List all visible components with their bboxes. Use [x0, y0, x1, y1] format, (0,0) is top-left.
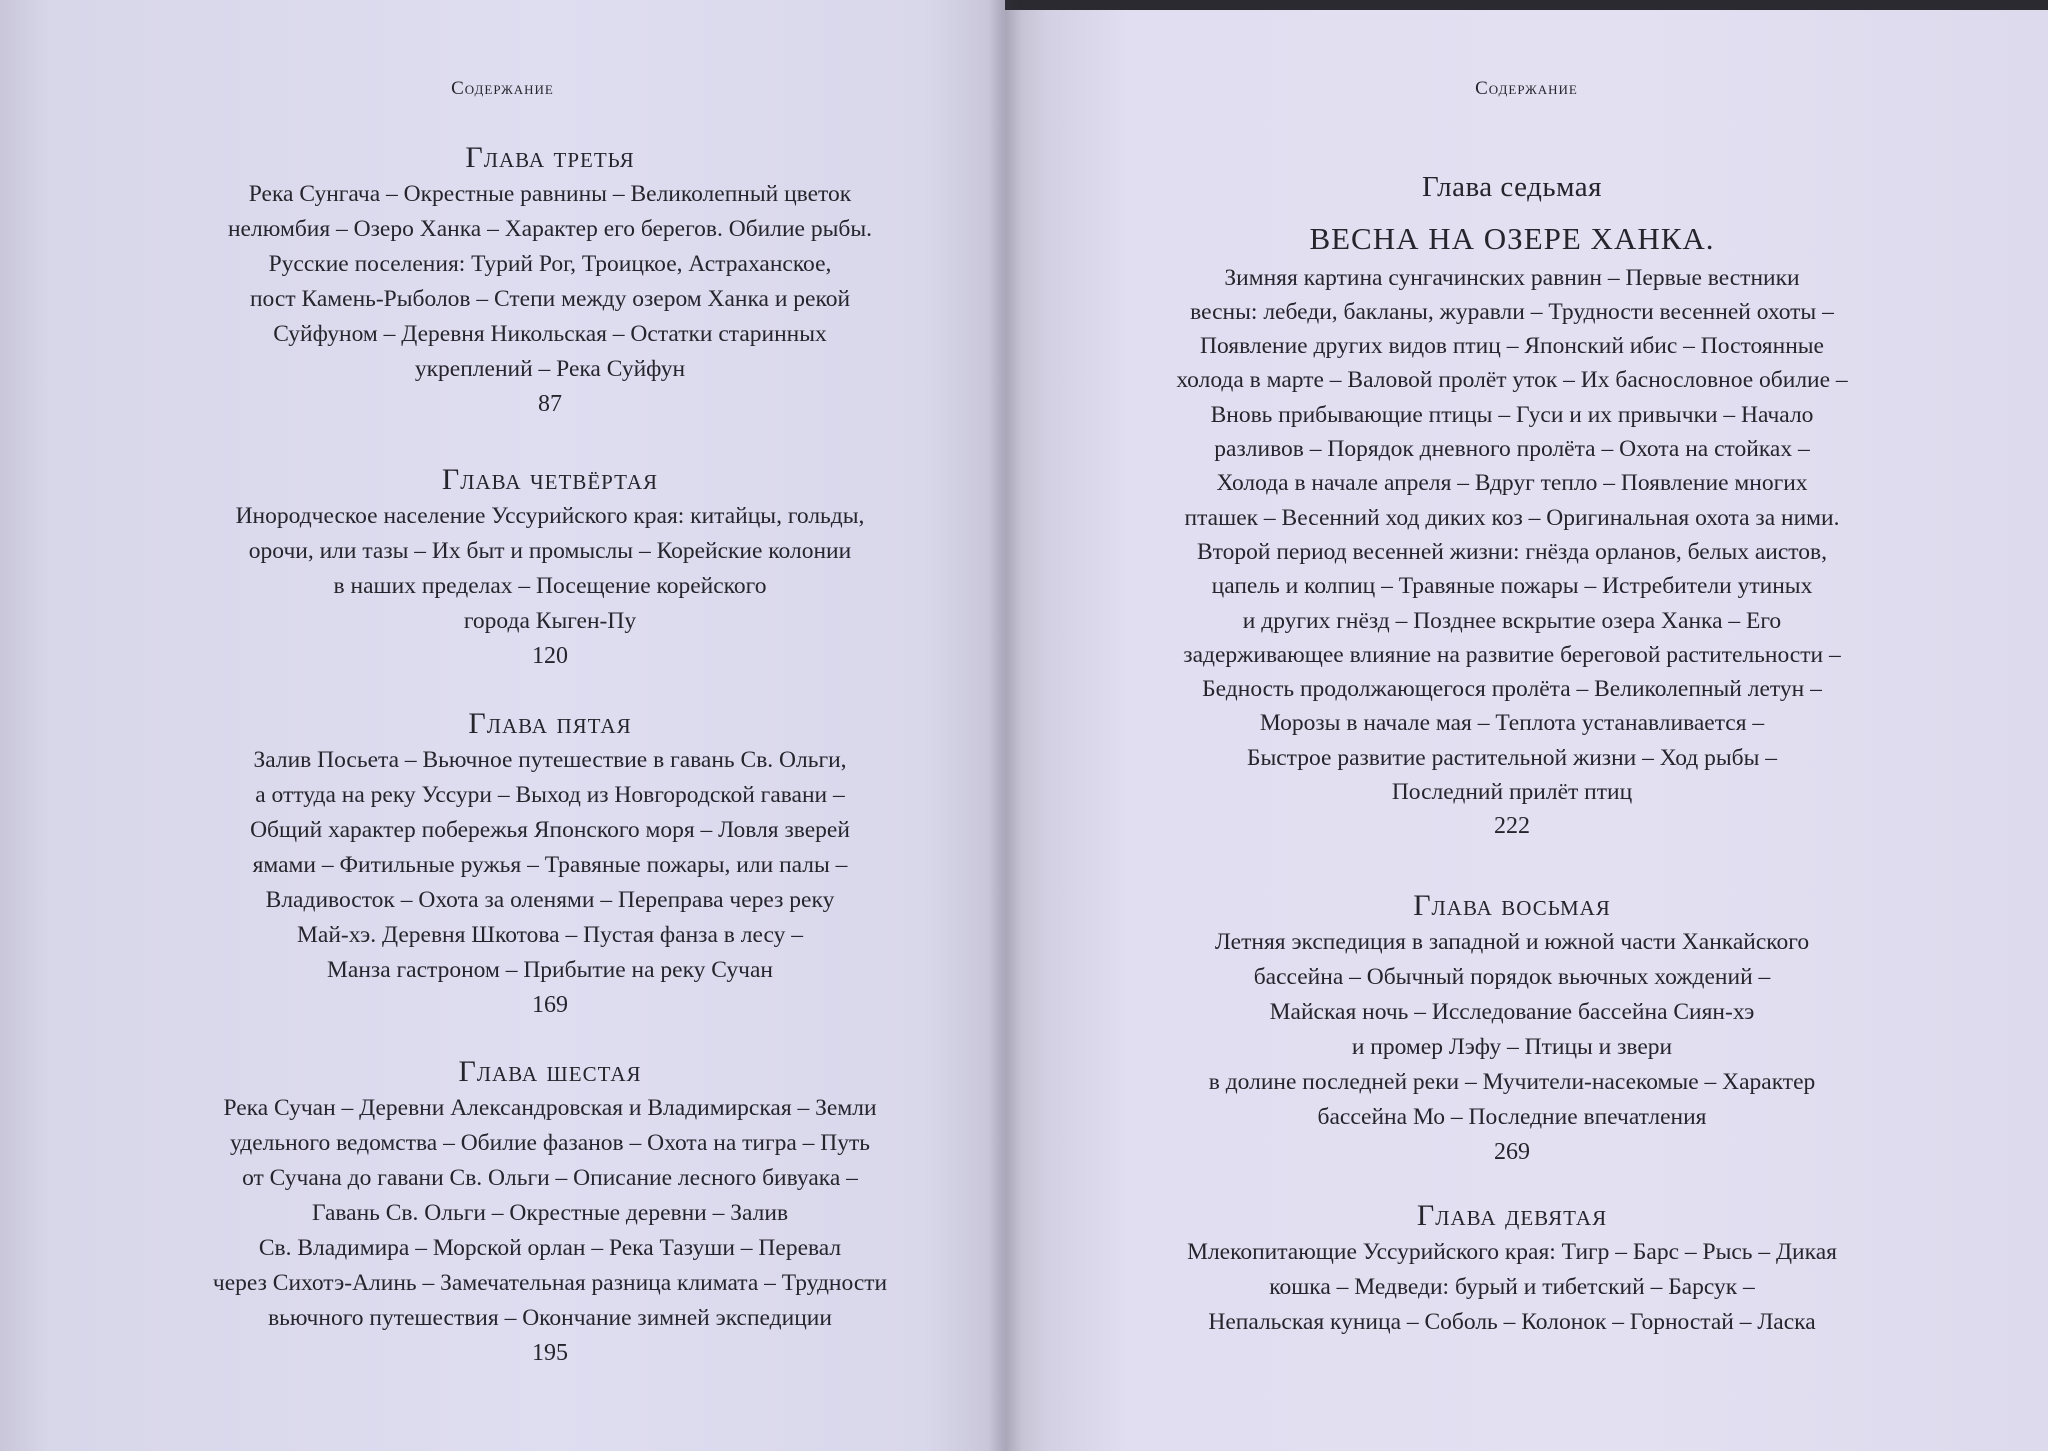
page-number: 195	[532, 1340, 568, 1366]
chapter-title: Глава шестая	[458, 1055, 642, 1088]
chapter-title: Глава пятая	[468, 707, 632, 740]
page-number: 269	[1494, 1139, 1530, 1165]
page-number: 120	[532, 643, 568, 669]
chapter-summary-line: пост Камень-Рыболов – Степи между озером Ханка и рекой	[249, 286, 851, 312]
chapter-summary-line: Майская ночь – Исследование бассейна Сиян-хэ	[1269, 999, 1755, 1025]
chapter-summary-line: Владивосток – Охота за оленями – Переправа через реку	[265, 887, 835, 913]
chapter-summary-line: разливов – Порядок дневного пролёта – Охота на стойках –	[1214, 436, 1810, 463]
chapter-summary-line: ямами – Фитильные ружья – Травяные пожары, или палы –	[252, 852, 848, 878]
book-edge	[1005, 0, 2048, 10]
chapter-summary-line: Русские поселения: Турий Рог, Троицкое, Астраханское,	[268, 251, 832, 277]
toc-entry-chapter-7	[1112, 170, 1912, 844]
chapter-title: Глава третья	[465, 141, 635, 174]
chapter-summary-line: Зимняя картина сунгачинских равнин – Первые вестники	[1224, 264, 1800, 291]
chapter-summary-line: в наших пределах – Посещение корейского	[333, 573, 767, 599]
toc-entry-chapter-3	[150, 140, 950, 422]
chapter-summary-line: Непальская куница – Соболь – Колонок – Горностай – Ласка	[1208, 1309, 1816, 1335]
chapter-summary-line: Май-хэ. Деревня Шкотова – Пустая фанза в лесу –	[297, 922, 803, 948]
chapter-summary-line: Быстрое развитие растительной жизни – Ход рыбы –	[1246, 744, 1778, 771]
chapter-summary-line: от Сучана до гавани Св. Ольги – Описание лесного бивуака –	[242, 1165, 858, 1191]
page-number: 87	[538, 391, 562, 417]
chapter-summary-line: весны: лебеди, бакланы, журавли – Трудности весенней охоты –	[1190, 298, 1834, 325]
chapter-summary-line: бассейна – Обычный порядок вьючных хождений –	[1253, 964, 1771, 990]
chapter-summary-line: Река Сучан – Деревни Александровская и Владимирская – Земли	[223, 1095, 877, 1121]
chapter-summary-line: города Кыген-Пу	[463, 608, 637, 634]
toc-entry-chapter-8	[1112, 888, 1912, 1170]
chapter-summary-line: холода в марте – Валовой пролёт уток – Их баснословное обилие –	[1176, 367, 1848, 394]
chapter-summary-line: удельного ведомства – Обилие фазанов – Охота на тигра – Путь	[229, 1130, 871, 1156]
chapter-summary-line: Появление других видов птиц – Японский ибис – Постоянные	[1200, 333, 1824, 360]
chapter-title: Глава четвёртая	[441, 463, 659, 496]
chapter-summary-line: Последний прилёт птиц	[1391, 779, 1633, 806]
chapter-summary-line: Гавань Св. Ольги – Окрестные деревни – Залив	[311, 1200, 789, 1226]
chapter-summary-line: Бедность продолжающегося пролёта – Великолепный летун –	[1202, 676, 1822, 703]
chapter-summary-line: Вновь прибывающие птицы – Гуси и их привычки – Начало	[1210, 401, 1814, 428]
chapter-summary-line: Общий характер побережья Японского моря – Ловля зверей	[250, 817, 850, 843]
chapter-summary-line: Манза гастроном – Прибытие на реку Сучан	[327, 957, 773, 983]
page-number: 222	[1494, 813, 1530, 840]
chapter-summary-line: Инородческое население Уссурийского края: китайцы, гольды,	[235, 503, 865, 529]
chapter-summary-line: Св. Владимира – Морской орлан – Река Тазуши – Перевал	[258, 1235, 842, 1261]
chapter-summary-line: укреплений – Река Суйфун	[414, 356, 686, 382]
chapter-summary-line: пташек – Весенний ход диких коз – Оригинальная охота за ними.	[1184, 504, 1840, 531]
chapter-summary-line: бассейна Мо – Последние впечатления	[1317, 1104, 1707, 1130]
chapter-summary-line: задерживающее влияние на развитие береговой растительности –	[1183, 641, 1841, 668]
chapter-summary-line: вьючного путешествия – Окончание зимней экспедиции	[268, 1305, 832, 1331]
chapter-summary-line: цапель и колпиц – Травяные пожары – Истребители утиных	[1211, 573, 1813, 600]
chapter-summary-line: и промер Лэфу – Птицы и звери	[1351, 1034, 1673, 1060]
chapter-title: Глава восьмая	[1413, 889, 1611, 922]
chapter-summary-line: Летняя экспедиция в западной и южной части Ханкайского	[1214, 929, 1810, 955]
chapter-summary-line: Река Сунгача – Окрестные равнины – Великолепный цветок	[248, 181, 852, 207]
chapter-summary-line: Суйфуном – Деревня Никольская – Остатки старинных	[273, 321, 827, 347]
chapter-title: Глава девятая	[1416, 1199, 1608, 1232]
toc-entry-chapter-4	[150, 462, 950, 674]
chapter-summary-line: в долине последней реки – Мучители-насекомые – Характер	[1208, 1069, 1816, 1095]
chapter-subtitle: ВЕСНА НА ОЗЕРЕ ХАНКА.	[1309, 221, 1715, 257]
chapter-summary-line: а оттуда на реку Уссури – Выход из Новгородской гавани –	[255, 782, 845, 808]
toc-entry-chapter-9	[1112, 1198, 1912, 1340]
chapter-summary-line: Холода в начале апреля – Вдруг тепло – Появление многих	[1216, 470, 1808, 497]
chapter-summary-line: нелюмбия – Озеро Ханка – Характер его берегов. Обилие рыбы.	[227, 216, 873, 242]
page-number: 169	[532, 992, 568, 1018]
toc-entry-chapter-6	[150, 1054, 950, 1371]
running-head: Содержание	[451, 78, 554, 99]
toc-entry-chapter-5	[150, 706, 950, 1023]
chapter-summary-line: и других гнёзд – Позднее вскрытие озера Ханка – Его	[1242, 607, 1782, 634]
book-spine-shadow	[988, 0, 1022, 1451]
chapter-summary-line: орочи, или тазы – Их быт и промыслы – Корейские колонии	[248, 538, 852, 564]
chapter-summary-line: через Сихотэ-Алинь – Замечательная разница климата – Трудности	[212, 1270, 888, 1296]
chapter-summary-line: Второй период весенней жизни: гнёзда орланов, белых аистов,	[1196, 538, 1827, 565]
chapter-summary-line: кошка – Медведи: бурый и тибетский – Барсук –	[1269, 1274, 1755, 1300]
chapter-summary-line: Залив Посьета – Вьючное путешествие в гавань Св. Ольги,	[253, 747, 847, 773]
chapter-summary-line: Морозы в начале мая – Теплота устанавливается –	[1259, 710, 1765, 737]
running-head: Содержание	[1475, 78, 1578, 99]
chapter-title: Глава седьмая	[1422, 171, 1602, 203]
chapter-summary-line: Млекопитающие Уссурийского края: Тигр – Барс – Рысь – Дикая	[1187, 1239, 1837, 1265]
